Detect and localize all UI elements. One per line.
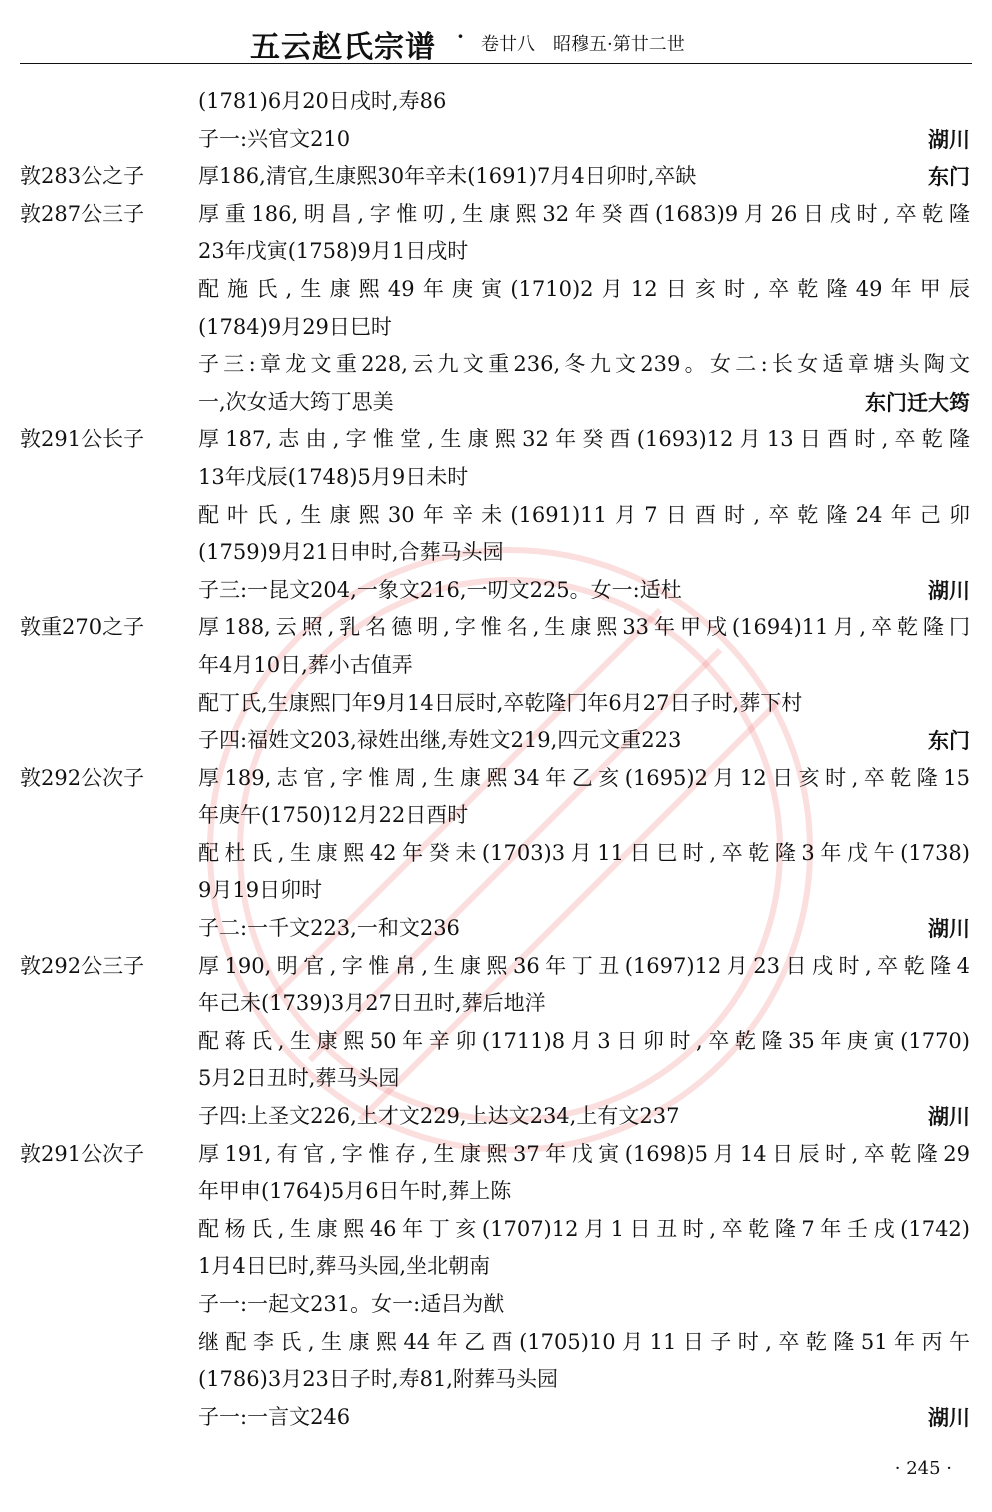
residence-location: 湖川 — [928, 916, 970, 942]
entry-text: 年庚午(1750)12月22日酉时 — [198, 803, 469, 828]
entry-text: (1786)3月23日子时,寿81,附葬马头园 — [198, 1367, 558, 1392]
text-line — [0, 459, 992, 497]
text-line — [0, 1324, 992, 1362]
entry-text: 5月2日丑时,葬马头园 — [198, 1066, 400, 1091]
entry-text: 继配李氏,生康熙44年乙酉(1705)10月11日子时,卒乾隆51年丙午 — [198, 1329, 970, 1354]
text-line — [0, 835, 992, 873]
entry-text: 厚187,志由,字惟堂,生康熙32年癸酉(1693)12月13日酉时,卒乾隆 — [198, 427, 970, 452]
genealogy-entries — [0, 83, 992, 1436]
lineage-label: 敦283公之子 — [20, 164, 145, 189]
entry-text: 年甲申(1764)5月6日午时,葬上陈 — [198, 1179, 512, 1204]
residence-location: 东门迁大筠 — [865, 389, 970, 415]
entry-text: 配施氏,生康熙49年庚寅(1710)2月12日亥时,卒乾隆49年甲辰 — [198, 276, 970, 301]
entry-text: (1759)9月21日申时,合葬马头园 — [198, 540, 504, 565]
entry-text: 年己未(1739)3月27日丑时,葬后地洋 — [198, 991, 546, 1016]
lineage-label: 敦重270之子 — [20, 615, 145, 640]
text-line — [0, 158, 992, 196]
text-line — [0, 309, 992, 347]
page-number: · 245 · — [894, 1458, 952, 1479]
entry-text: 厚重186,明昌,字惟叨,生康熙32年癸酉(1683)9月26日戌时,卒乾隆 — [198, 201, 970, 226]
text-line — [0, 83, 992, 121]
text-line — [0, 233, 992, 271]
header-rule — [20, 63, 972, 64]
entry-text: 子一:兴官文210 — [198, 126, 351, 151]
text-line — [0, 1286, 992, 1324]
entry-text: 子三:一昆文204,一象文216,一叨文225。女一:适杜 — [198, 577, 682, 602]
text-line — [0, 196, 992, 234]
entry-text: 厚186,清官,生康熙30年辛未(1691)7月4日卯时,卒缺 — [198, 164, 697, 189]
text-line — [0, 1211, 992, 1249]
text-line — [0, 346, 992, 384]
entry-text: 厚189,志官,字惟周,生康熙34年乙亥(1695)2月12日亥时,卒乾隆15 — [198, 765, 970, 790]
text-line — [0, 572, 992, 610]
text-line — [0, 497, 992, 535]
volume-subtitle: 卷廿八 昭穆五·第廿二世 — [481, 34, 685, 55]
text-line — [0, 685, 992, 723]
entry-text: 配丁氏,生康熙冂年9月14日辰时,卒乾隆冂年6月27日子时,葬下村 — [198, 690, 803, 715]
entry-text: 配叶氏,生康熙30年辛未(1691)11月7日酉时,卒乾隆24年己卯 — [198, 502, 970, 527]
text-line — [0, 722, 992, 760]
entry-text: 一,次女适大筠丁思美 — [198, 389, 394, 414]
entry-text: 1月4日巳时,葬马头园,坐北朝南 — [198, 1254, 491, 1279]
lineage-label: 敦287公三子 — [20, 201, 145, 226]
residence-location: 湖川 — [928, 126, 970, 152]
text-line — [0, 384, 992, 422]
text-line — [0, 1023, 992, 1061]
text-line — [0, 872, 992, 910]
residence-location: 东门 — [928, 164, 970, 190]
residence-location: 湖川 — [928, 1404, 970, 1430]
entry-text: 配杜氏,生康熙42年癸未(1703)3月11日巳时,卒乾隆3年戊午(1738) — [198, 840, 970, 865]
residence-location: 东门 — [928, 728, 970, 754]
text-line — [0, 1060, 992, 1098]
entry-text: 配杨氏,生康熙46年丁亥(1707)12月1日丑时,卒乾隆7年壬戌(1742) — [198, 1216, 970, 1241]
entry-text: (1781)6月20日戌时,寿86 — [198, 89, 447, 113]
entry-text: 厚191,有官,字惟存,生康熙37年戊寅(1698)5月14日辰时,卒乾隆29 — [198, 1141, 970, 1166]
text-line — [0, 421, 992, 459]
text-line — [0, 760, 992, 798]
entry-text: 配蒋氏,生康熙50年辛卯(1711)8月3日卯时,卒乾隆35年庚寅(1770) — [198, 1028, 970, 1053]
text-line — [0, 948, 992, 986]
entry-text: 厚190,明官,字惟帛,生康熙36年丁丑(1697)12月23日戌时,卒乾隆4 — [198, 953, 970, 978]
entry-text: 子一:一言文246 — [198, 1404, 351, 1429]
entry-text: 13年戊辰(1748)5月9日未时 — [198, 464, 469, 489]
text-line — [0, 910, 992, 948]
residence-location: 湖川 — [928, 1104, 970, 1130]
text-line — [0, 1248, 992, 1286]
text-line — [0, 985, 992, 1023]
text-line — [0, 1361, 992, 1399]
entry-text: 子三:章龙文重228,云九文重236,冬九文239。女二:长女适章塘头陶文 — [198, 352, 970, 377]
entry-text: 子四:福姓文203,禄姓出继,寿姓文219,四元文重223 — [198, 728, 682, 753]
text-line — [0, 1399, 992, 1437]
entry-text: 9月19日卯时 — [198, 878, 323, 903]
entry-text: 子四:上圣文226,上才文229,上达文234,上有文237 — [198, 1104, 680, 1129]
entry-text: 厚188,云照,乳名德明,字惟名,生康熙33年甲戌(1694)11月,卒乾隆冂 — [198, 615, 970, 640]
entry-text: 子一:一起文231。女一:适吕为猷 — [198, 1292, 505, 1316]
entry-text: 子二:一千文223,一和文236 — [198, 916, 460, 941]
text-line — [0, 647, 992, 685]
text-line — [0, 121, 992, 159]
text-line — [0, 1098, 992, 1136]
page-header — [0, 18, 992, 65]
lineage-label: 敦292公次子 — [20, 765, 145, 790]
entry-text: 年4月10日,葬小古值弄 — [198, 652, 413, 677]
text-line — [0, 609, 992, 647]
entry-text: 23年戊寅(1758)9月1日戌时 — [198, 239, 469, 264]
entry-text: (1784)9月29日巳时 — [198, 314, 392, 339]
residence-location: 湖川 — [928, 577, 970, 603]
lineage-label: 敦291公长子 — [20, 427, 145, 452]
text-line — [0, 271, 992, 309]
lineage-label: 敦291公次子 — [20, 1141, 145, 1166]
title-separator-dot: · — [457, 24, 464, 48]
lineage-label: 敦292公三子 — [20, 953, 145, 978]
text-line — [0, 1136, 992, 1174]
book-title: 五云赵氏宗谱 — [250, 30, 436, 65]
text-line — [0, 1173, 992, 1211]
text-line — [0, 534, 992, 572]
text-line — [0, 797, 992, 835]
